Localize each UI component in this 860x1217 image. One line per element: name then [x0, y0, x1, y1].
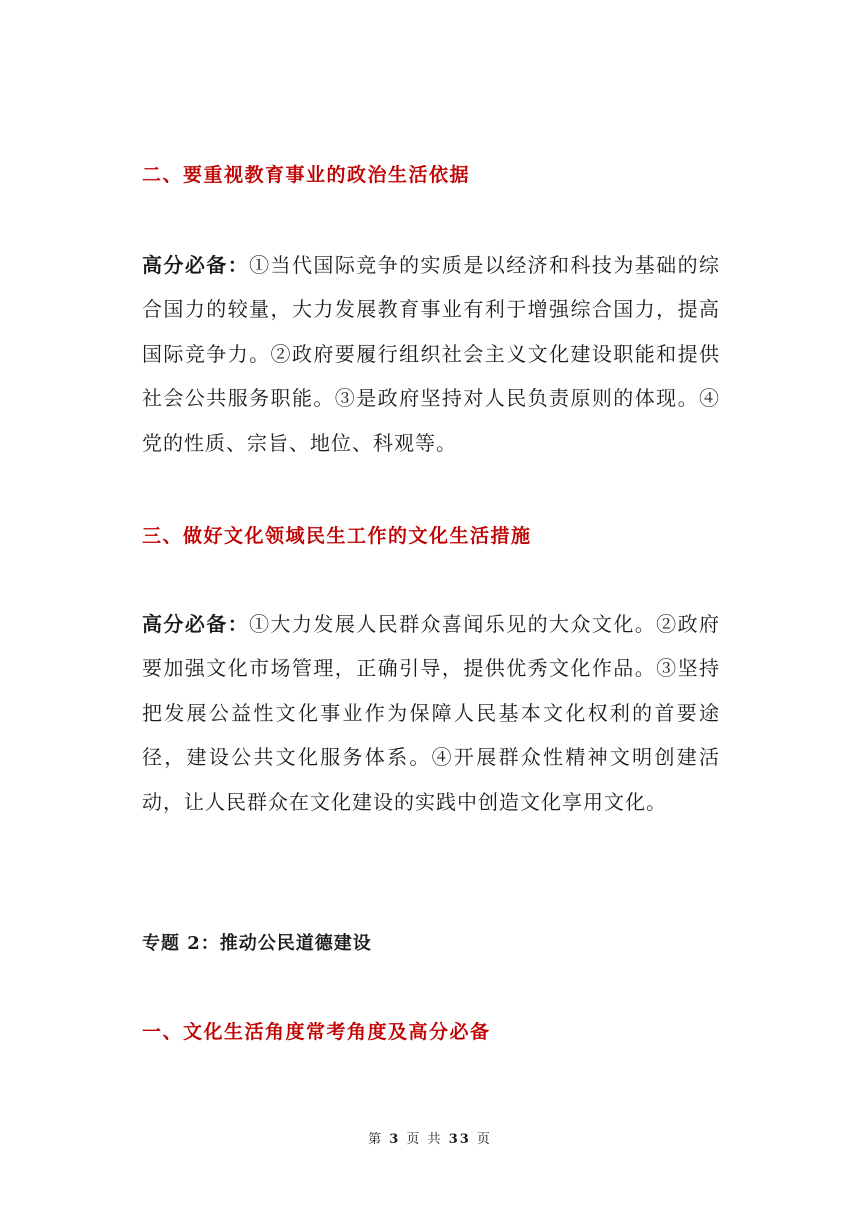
- page-footer: [0, 1128, 860, 1147]
- section-3-heading: 三、做好文化领域民生工作的文化生活措施: [142, 525, 532, 547]
- section-3-paragraph: [142, 602, 720, 824]
- section-2-text: ①当代国际竞争的实质是以经济和科技为基础的综合国力的较量，大力发展教育事业有利于增强综合国力，提高国际竞争力。②政府要履行组织社会主义文化建设职能和提供社会公共服务职能。③是政府坚持对人民负责原则的体现。④党的性质、宗旨、地位、科观等。: [142, 253, 721, 455]
- footer-middle: 页 共: [406, 1132, 443, 1147]
- section-2-paragraph: [142, 243, 720, 465]
- section-2-label: 高分必备：: [142, 253, 250, 277]
- section-3-text: ①大力发展人民群众喜闻乐见的大众文化。②政府要加强文化市场管理，正确引导，提供优秀文化作品。③坚持把发展公益性文化事业作为保障人民基本文化权利的首要途径，建设公共文化服务体系。④开展群众性精神文明创建活动，让人民群众在文化建设的实践中创造文化享用文化。: [142, 612, 721, 814]
- section-3-label: 高分必备：: [142, 612, 250, 636]
- section-2-heading: 二、要重视教育事业的政治生活依据: [142, 164, 471, 186]
- topic-title: 专题 2：推动公民道德建设: [142, 933, 372, 954]
- subsection-heading: 一、文化生活角度常考角度及高分必备: [142, 1021, 491, 1043]
- footer-total-pages: 33: [448, 1132, 471, 1147]
- footer-prefix: 第: [368, 1132, 384, 1147]
- footer-current-page: 3: [389, 1132, 401, 1147]
- footer-suffix: 页: [476, 1132, 492, 1147]
